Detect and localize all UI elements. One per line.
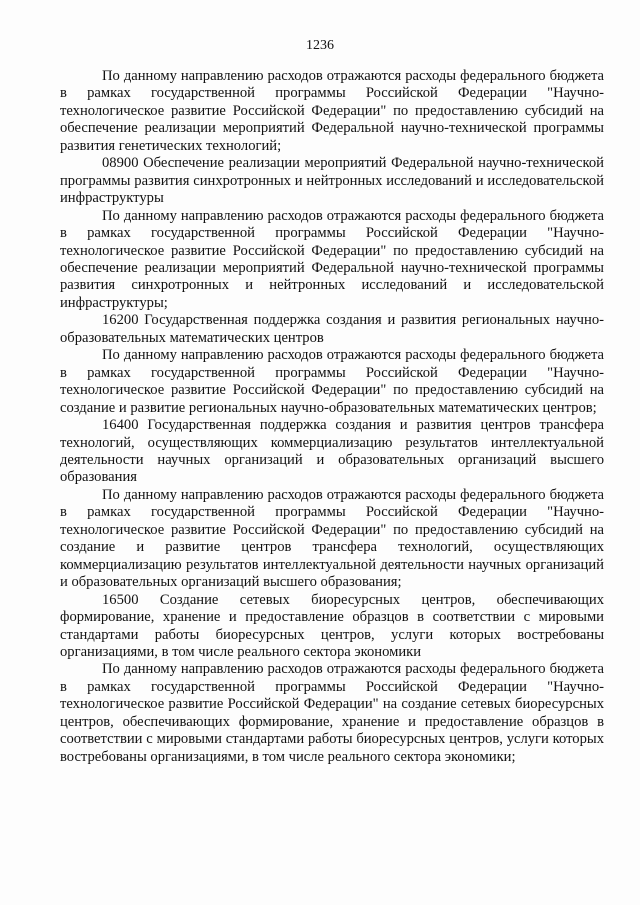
paragraph-7: По данному направлению расходов отражаются расходы федерального бюджета в рамках государственной программы Российской Федерации "Научно-технологическое развитие Российской Федерации" по предоставлению субсидий на создание и развитие центров трансфера технологий, осуществляющих коммерциализацию результатов интеллектуальной деятельности научных организаций и образовательных организаций высшего образования; bbox=[60, 486, 604, 591]
paragraph-5: По данному направлению расходов отражаются расходы федерального бюджета в рамках государственной программы Российской Федерации "Научно-технологическое развитие Российской Федерации" по предоставлению субсидий на создание и развитие региональных научно-образовательных математических центров; bbox=[60, 347, 604, 416]
paragraph-1: По данному направлению расходов отражаются расходы федерального бюджета в рамках государственной программы Российской Федерации "Научно-технологическое развитие Российской Федерации" по предоставлению субсидий на обеспечение реализации мероприятий Федеральной научно-технической программы развития генетических технологий; bbox=[60, 68, 604, 154]
paragraph-8: 16500 Создание сетевых биоресурсных центров, обеспечивающих формирование, хранение и предоставление образцов в соответствии с мировыми стандартами работы биоресурсных центров, услуги которых востребованы организациями, в том числе реального сектора экономики bbox=[60, 591, 604, 660]
paragraph-9: По данному направлению расходов отражаются расходы федерального бюджета в рамках государственной программы Российской Федерации "Научно-технологическое развитие Российской Федерации" на создание сетевых биоресурсных центров, обеспечивающих формирование, хранение и предоставление образцов в соответствии с мировыми стандартами работы биоресурсных центров, услуги которых востребованы организациями, в том числе реального сектора экономики; bbox=[60, 661, 604, 765]
paragraph-6: 16400 Государственная поддержка создания и развития центров трансфера технологий, осуществляющих коммерциализацию результатов интеллектуальной деятельности научных организаций и образовательных организаций высшего образования bbox=[60, 417, 604, 486]
document-body bbox=[60, 68, 604, 766]
paragraph-4: 16200 Государственная поддержка создания и развития региональных научно-образовательных математических центров bbox=[60, 312, 604, 346]
page-number: 1236 bbox=[306, 38, 334, 53]
paragraph-2: 08900 Обеспечение реализации мероприятий Федеральной научно-технической программы развития синхротронных и нейтронных исследований и исследовательской инфраструктуры bbox=[60, 155, 604, 207]
paragraph-3: По данному направлению расходов отражаются расходы федерального бюджета в рамках государственной программы Российской Федерации "Научно-технологическое развитие Российской Федерации" по предоставлению субсидий на обеспечение реализации мероприятий Федеральной научно-технической программы развития синхротронных и нейтронных исследований и исследовательской инфраструктуры; bbox=[60, 207, 604, 311]
